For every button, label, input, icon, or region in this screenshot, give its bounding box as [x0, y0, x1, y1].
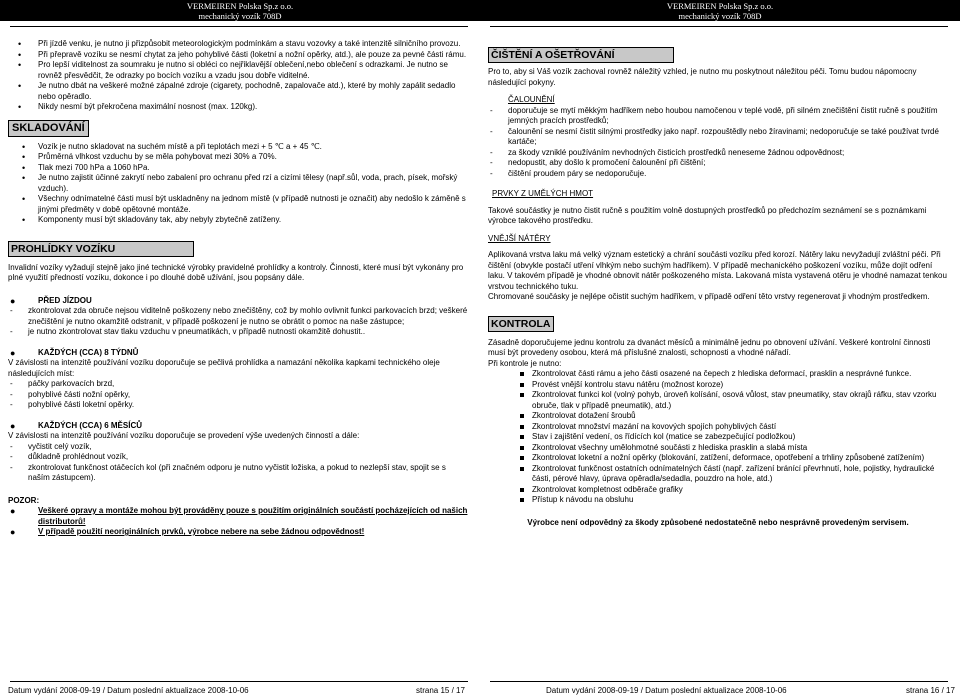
- list-item: - zkontrolovat funkčnost otáčecích kol (při značném odporu je nutno vyčistit ložiska, a pokud to nezlepší stav, spojit se s naším zástupcem).: [8, 463, 468, 484]
- list-item: • Při přepravě vozíku se nesmí chytat za jeho pohyblivé části (loketní a nožní opěrky, atd.), ale pouze za pevné části rámu.: [8, 50, 468, 61]
- list-item: • Je nutno dbát na veškeré možné zápalné zdroje (cigarety, pochodně, zapalovače atd.), které by mohly zapálit sedadlo nebo opěradlo.: [8, 81, 468, 102]
- list-item: - nedopustit, aby došlo k promočení čalounění při čištění;: [488, 158, 948, 169]
- footer-rule: [10, 681, 468, 682]
- left-content: [8, 39, 468, 538]
- footer-page: strana 15 / 17: [416, 686, 465, 695]
- page-right: [480, 0, 960, 699]
- header-rule: [10, 26, 468, 27]
- subheading-calouneni: ČALOUNĚNÍ: [508, 95, 555, 104]
- list-item: - pohyblivé části nožní opěrky,: [8, 390, 468, 401]
- list-item: Zkontrolovat funkci kol (volný pohyb, úroveň kolísání, osová vůlost, stav pneumatiky, stav okrajů ráfku, stav vzorku obruče, tlak v případě pneumatik), atd.): [488, 390, 948, 411]
- section-title-cisteni: ČIŠTĚNÍ A OŠETŘOVÁNÍ: [488, 47, 674, 63]
- list-item: - páčky parkovacích brzd,: [8, 379, 468, 390]
- list-item: • Průměrná vlhkost vzduchu by se měla pohybovat mezi 30% a 70%.: [8, 152, 468, 163]
- section-title-skladovani: SKLADOVÁNÍ: [8, 120, 89, 137]
- list-item: - důkladně prohlédnout vozík,: [8, 452, 468, 463]
- list-item: • Vozík je nutno skladovat na suchém místě a při teplotách mezi + 5 ℃ a + 45 ℃.: [8, 142, 468, 153]
- list-item: Zkontrolovat kompletnost odběrače grafiky: [488, 485, 948, 496]
- list-item: Zkontrolovat dotažení šroubů: [488, 411, 948, 422]
- page-header: [0, 0, 480, 21]
- list-item: - je nutno zkontrolovat stav tlaku vzduchu v pneumatikách, v případě nutnosti okamžitě dohustit..: [8, 327, 468, 338]
- header-company: VERMEIREN Polska Sp.z o.o.: [186, 1, 294, 11]
- list-item: Zkontrolovat loketní a nožní opěrky (blokování, zatížení, deformace, opotřebení a trhliny způsobené zatížením): [488, 453, 948, 464]
- list-item: Přístup k návodu na obsluhu: [488, 495, 948, 506]
- list-item: Stav i zajištění vedení, os řídících kol (matice se zabezpečující podložkou): [488, 432, 948, 443]
- list-item: • Nikdy nesmí být překročena maximální nosnost (max. 120kg).: [8, 102, 468, 113]
- warning-item: ● V případě použití neoriginálních prvků, výrobce nebere na sebe žádnou odpovědnost!: [8, 527, 468, 538]
- closing-note: Výrobce není odpovědný za škody způsobené nedostatečně nebo nesprávně provedeným servisem.: [527, 517, 909, 527]
- list-item: Zkontrolovat funkčnost ostatních odnímatelných částí (např. zařízení bránící převrhnutí, hole, pojistky, hydraulické části, pérové hlavy, úprava opěradla/sedadla, pouzdro na hole, atd.): [488, 464, 948, 485]
- list-item: Zkontrolovat všechny umělohmotné součásti z hlediska prasklin a slabá místa: [488, 443, 948, 454]
- kazdych6-text: V závislosti na intenzitě používání vozíku doporučuje se provedení výše uvedených činností a dále:: [8, 431, 360, 440]
- list-item: - čalounění se nesmí čistit silnými prostředky jako např. rozpouštědly nebo žíravinami; nedoporučuje se také používat tvrdé kartáče;: [488, 127, 948, 148]
- subheading-8-tydnu: ● KAŽDÝCH (CCA) 8 TÝDNŮ: [8, 348, 468, 359]
- section-title-prohlidky: PROHLÍDKY VOZÍKU: [8, 241, 194, 257]
- pozor-label: POZOR:: [8, 495, 40, 505]
- cisteni-text: Pro to, aby si Váš vozík zachoval rovněž náležitý vzhled, je nutno mu poskytnout náležitou péči. Tomu budou nápomocny následující pokyny.: [488, 67, 917, 87]
- list-item: - pohyblivé části loketní opěrky.: [8, 400, 468, 411]
- prohlidky-text: Invalidní vozíky vyžadují stejně jako jiné technické výrobky pravidelné prohlídky a kontroly. Činnosti, které musí být vykonány pro plné využití předností vozíku, dokonce i po dlouhé době užívání, jsou popsány dále.: [8, 262, 464, 282]
- kontrola-sub: Při kontrole je nutno:: [488, 358, 562, 368]
- footer-date: Datum vydání 2008-09-19 / Datum poslední aktualizace 2008-10-06: [546, 686, 787, 695]
- header-model: mechanický vozík 708D: [198, 11, 282, 21]
- subheading-pred-jizdou: ● PŘED JÍZDOU: [8, 296, 468, 307]
- list-item: • Komponenty musí být skladovány tak, aby nebyly zbytečně zatíženy.: [8, 215, 468, 226]
- kazdych8-text: V závislosti na intenzitě používání vozíku doporučuje se pečlivá prohlídka a namazání několika kapkami technického oleje následujících míst:: [8, 358, 440, 378]
- list-item: - za škody vzniklé používáním nevhodných čisticích prostředků neneseme žádnou odpovědnost;: [488, 148, 948, 159]
- header-model: mechanický vozík 708D: [678, 11, 762, 21]
- footer-page: strana 16 / 17: [906, 686, 955, 695]
- list-item: - doporučuje se mytí měkkým hadříkem nebo houbou namočenou v teplé vodě, při silném znečištění čistit ručně s použitím jemných pracích prostředků;: [488, 106, 948, 127]
- list-item: Zkontrolovat části rámu a jeho části osazené na čepech z hlediska deformací, prasklin a nesprávné funkce.: [488, 369, 948, 380]
- list-item: - vyčistit celý vozík,: [8, 442, 468, 453]
- list-item: Zkontrolovat množství mazání na kovových spojích pohyblivých částí: [488, 422, 948, 433]
- footer-rule: [490, 681, 948, 682]
- list-item: - čištění proudem páry se nedoporučuje.: [488, 169, 948, 180]
- header-company: VERMEIREN Polska Sp.z o.o.: [666, 1, 774, 11]
- list-item: • Je nutno zajistit účinné zakrytí nebo zabalení pro ochranu před rzí a cizími tělesy (např.sůl, voda, prach, písek, mořský vzduch).: [8, 173, 468, 194]
- natery-text-1: Aplikovaná vrstva laku má velký význam estetický a chrání součásti vozíku před korozí. Nátěry laku nevyžadují zvláštní péči. Při čištění (obvykle postačí utření vlhkým nebo suchým hadříkem). V případě mechanického poškození vozíku, může dojít odření laku. V takovém případě je vhodné obnovit nátěr poškozeného místa. Lakovaná místa vystavená otěru je vhodné namazat tenkou vrstvou technického tuku.: [488, 250, 947, 291]
- subheading-6-mesicu: ● KAŽDÝCH (CCA) 6 MĚSÍCŮ: [8, 421, 468, 432]
- list-item: - zkontrolovat zda obruče nejsou viditelně poškozeny nebo znečištěny, což by mohlo ovlivnit funkci parkovacích brzd; veškeré znečištění je nutno okamžitě odstranit, v případě poškození je nutno se obrátit o pomoc na naše zástupce;: [8, 306, 468, 327]
- kontrola-text: Zásadně doporučujeme jednu kontrolu za dvanáct měsíců a minimálně jednu po obnovení užívání. Veškeré kontrolní činnosti musí být provedeny osobou, která má příslušné znalosti, schopnosti a vhodné nářadí.: [488, 337, 931, 357]
- right-content: [488, 47, 948, 528]
- subheading-plasty: PRVKY Z UMĚLÝCH HMOT: [492, 189, 594, 198]
- natery-text-2: Chromované součásky je nejlépe očistit suchým hadříkem, v případě odření těto vrstvy regenerovat ji vhodným prostředkem.: [488, 292, 930, 301]
- subheading-natery: VNĚJŠÍ NÁTĚRY: [488, 233, 551, 243]
- list-item: • Při jízdě venku, je nutno ji přizpůsobit meteorologickým podmínkám a stavu vozovky a také intenzitě silničního provozu.: [8, 39, 468, 50]
- header-rule: [490, 26, 948, 27]
- list-item: • Pro lepší viditelnost za soumraku je nutno si obléci co nejřiklavější oblečení,nebo oblečení s odrazkami. Je nutno se rovněž přesvědčit, že odrazky po bocích vozíku a vzadu jsou dobře viditelné.: [8, 60, 468, 81]
- section-title-kontrola: KONTROLA: [488, 316, 554, 332]
- list-item: • Všechny odnímatelné části musí být uskladněny na jednom místě (v případě nutnosti je označit) aby nedošlo k záměně s jinými předměty v době opětovné montáže.: [8, 194, 468, 215]
- list-item: Provést vnější kontrolu stavu nátěru (možnost koroze): [488, 380, 948, 391]
- footer-date: Datum vydání 2008-09-19 / Datum poslední aktualizace 2008-10-06: [8, 686, 249, 695]
- plast-text: Takové součástky je nutno čistit ručně s použitím volně dostupných prostředků po předchozím seznámení se s poznámkami výrobce takového prostředku.: [488, 205, 927, 225]
- warning-item: ● Veškeré opravy a montáže mohou být prováděny pouze s použitím originálních součástí pocházejících od našich distributorů!: [8, 506, 468, 527]
- page-header: [480, 0, 960, 21]
- list-item: • Tlak mezi 700 hPa a 1060 hPa.: [8, 163, 468, 174]
